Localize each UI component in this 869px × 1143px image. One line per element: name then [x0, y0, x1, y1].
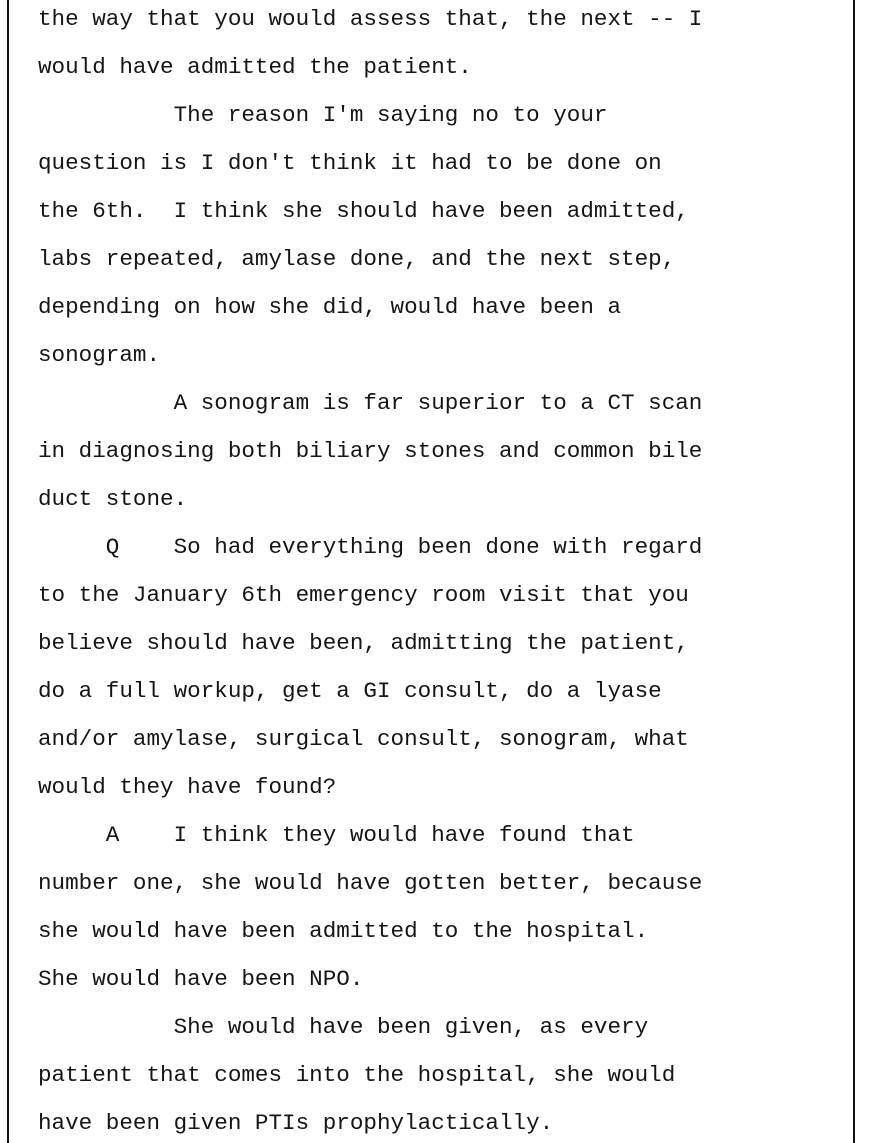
- right-margin-rule: [853, 0, 855, 1143]
- left-margin-rule: [7, 0, 9, 1143]
- transcript-line-6: labs repeated, amylase done, and the next step,: [38, 246, 676, 272]
- transcript-line-13: to the January 6th emergency room visit that you: [38, 582, 689, 608]
- transcript-line-12: Q So had everything been done with regard: [38, 534, 703, 560]
- transcript-line-9: A sonogram is far superior to a CT scan: [38, 390, 703, 416]
- transcript-line-2: would have admitted the patient.: [38, 54, 472, 80]
- transcript-line-14: believe should have been, admitting the patient,: [38, 630, 689, 656]
- transcript-line-20: she would have been admitted to the hospital.: [38, 918, 649, 944]
- transcript-line-15: do a full workup, get a GI consult, do a lyase: [38, 678, 662, 704]
- transcript-line-8: sonogram.: [38, 342, 161, 368]
- transcript-line-23: patient that comes into the hospital, she would: [38, 1062, 676, 1088]
- transcript-line-4: question is I don't think it had to be done on: [38, 150, 662, 176]
- transcript-line-7: depending on how she did, would have been a: [38, 294, 622, 320]
- transcript-line-17: would they have found?: [38, 774, 337, 800]
- transcript-line-11: duct stone.: [38, 486, 188, 512]
- transcript-line-19: number one, she would have gotten better, because: [38, 870, 703, 896]
- transcript-line-18: A I think they would have found that: [38, 822, 635, 848]
- transcript-line-24: have been given PTIs prophylactically.: [38, 1110, 554, 1136]
- transcript-line-1: the way that you would assess that, the next -- I: [38, 6, 703, 32]
- transcript-line-22: She would have been given, as every: [38, 1014, 649, 1040]
- transcript-line-5: the 6th. I think she should have been admitted,: [38, 198, 689, 224]
- transcript-line-3: The reason I'm saying no to your: [38, 102, 608, 128]
- transcript-line-21: She would have been NPO.: [38, 966, 364, 992]
- transcript-line-16: and/or amylase, surgical consult, sonogram, what: [38, 726, 689, 752]
- transcript-line-10: in diagnosing both biliary stones and common bile: [38, 438, 703, 464]
